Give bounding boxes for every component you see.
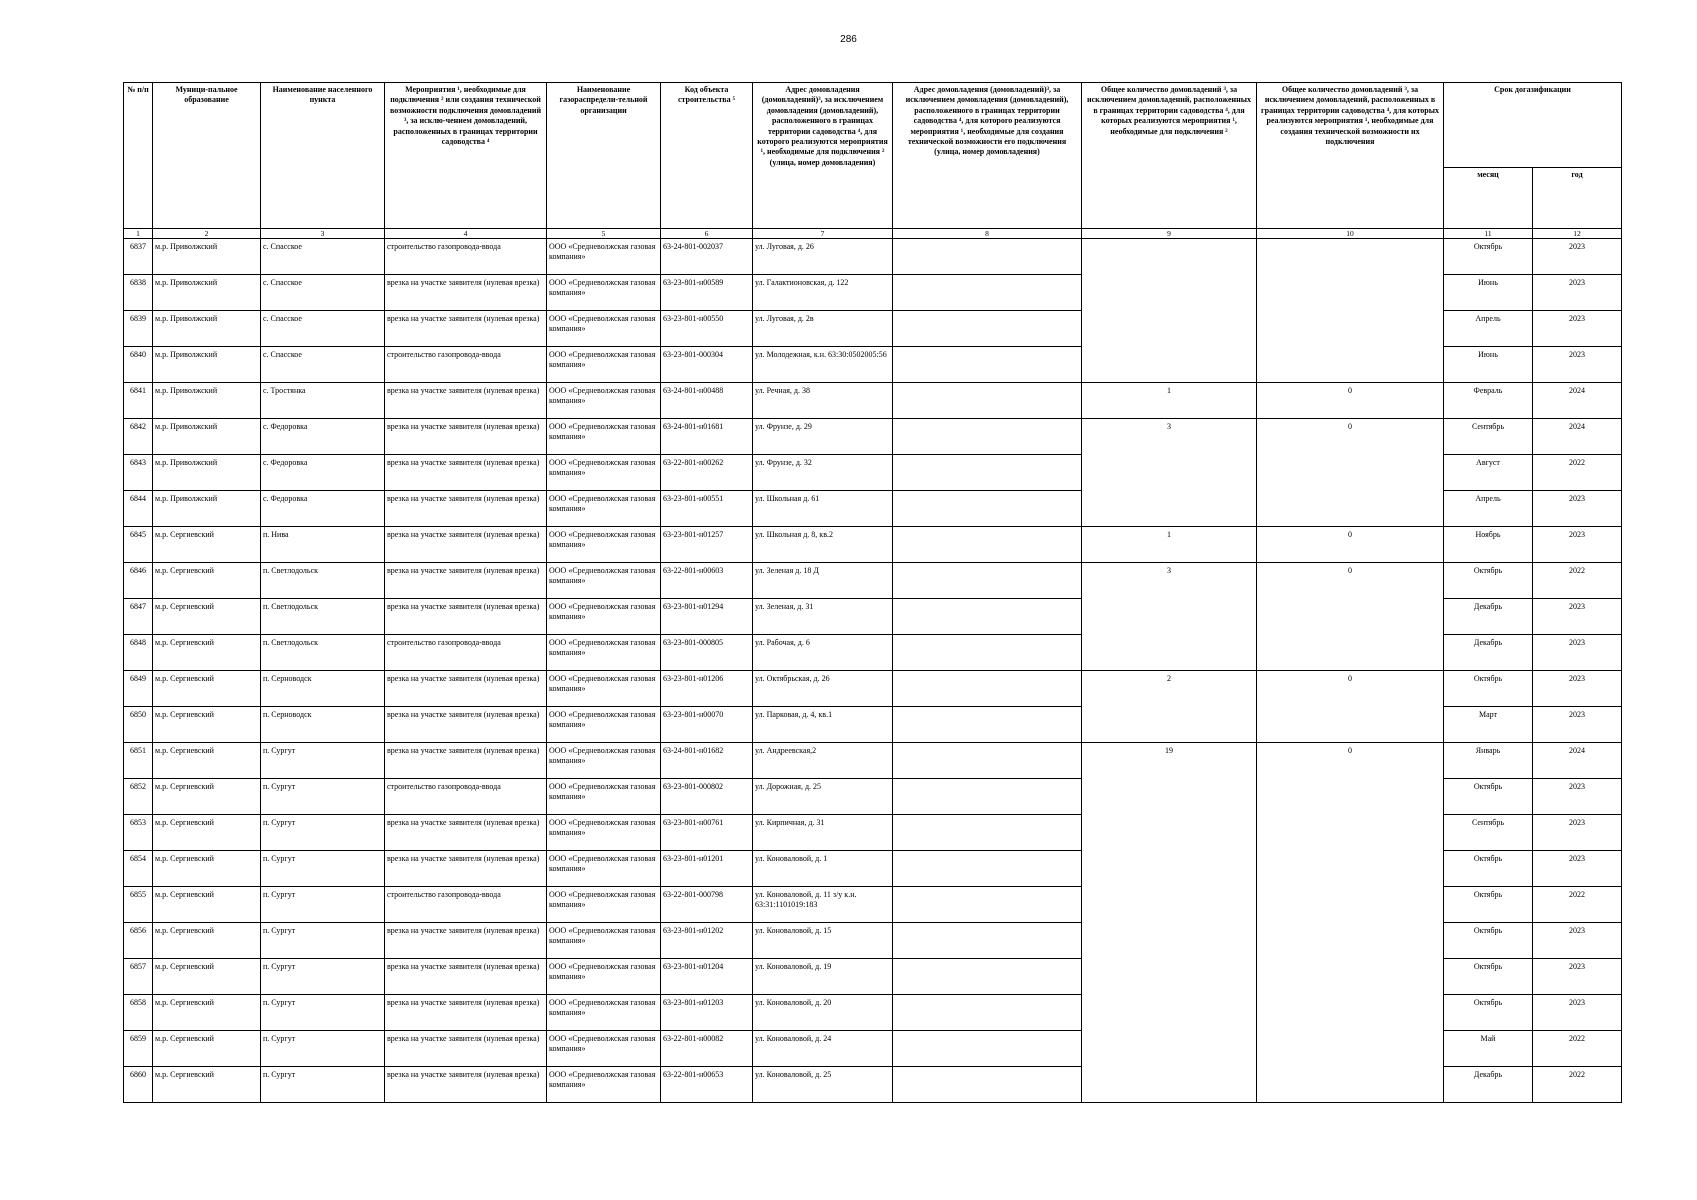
count-tech-cell: 0 [1257,743,1444,1103]
table-row [124,743,1622,779]
header-address-connection: Адрес домовладения (домовладений)³, за исключением домовладения (домовладений), расположенного в границах территории садоводства ⁴, для которого реализуются мероприятия ¹, необходимые для подключения ² (улица, номер домовладения) [753,83,893,229]
object-code-cell: 63-23-801-н01204 [661,959,753,995]
settlement-cell: п. Сургут [261,995,385,1031]
address-tech-cell [893,455,1082,491]
address-tech-cell [893,959,1082,995]
settlement-cell: с. Спасское [261,311,385,347]
municipality-cell: м.р. Сергиевский [153,707,261,743]
header-deadline: Срок догазификации [1444,83,1622,168]
year-cell: 2023 [1533,959,1622,995]
settlement-cell: п. Серноводск [261,671,385,707]
object-code-cell: 63-23-801-н00551 [661,491,753,527]
object-code-cell: 63-23-801-н01203 [661,995,753,1031]
organization-cell: ООО «Средневолжская газовая компания» [547,491,661,527]
address-tech-cell [893,923,1082,959]
address-tech-cell [893,707,1082,743]
settlement-cell: п. Сургут [261,779,385,815]
municipality-cell: м.р. Сергиевский [153,527,261,563]
address-cell: ул. Коноваловой, д. 11 з/у к.н. 63:31:1101019:183 [753,887,893,923]
row-number-cell: 6848 [124,635,153,671]
address-tech-cell [893,887,1082,923]
row-number-cell: 6860 [124,1067,153,1103]
organization-cell: ООО «Средневолжская газовая компания» [547,527,661,563]
year-cell: 2023 [1533,527,1622,563]
address-cell: ул. Рабочая, д. 6 [753,635,893,671]
address-cell: ул. Зеленая д. 18 Д [753,563,893,599]
column-number: 12 [1533,229,1622,239]
column-number: 4 [385,229,547,239]
event-cell: строительство газопровода-ввода [385,887,547,923]
address-tech-cell [893,635,1082,671]
address-tech-cell [893,563,1082,599]
month-cell: Апрель [1444,491,1533,527]
address-tech-cell [893,347,1082,383]
month-cell: Октябрь [1444,239,1533,275]
organization-cell: ООО «Средневолжская газовая компания» [547,959,661,995]
organization-cell: ООО «Средневолжская газовая компания» [547,599,661,635]
year-cell: 2023 [1533,635,1622,671]
address-tech-cell [893,599,1082,635]
object-code-cell: 63-24-801-002037 [661,239,753,275]
row-number-cell: 6837 [124,239,153,275]
municipality-cell: м.р. Приволжский [153,419,261,455]
event-cell: строительство газопровода-ввода [385,239,547,275]
address-tech-cell [893,743,1082,779]
row-number-cell: 6858 [124,995,153,1031]
row-number-cell: 6853 [124,815,153,851]
settlement-cell: с. Спасское [261,239,385,275]
address-tech-cell [893,995,1082,1031]
address-cell: ул. Дорожная, д. 25 [753,779,893,815]
header-count-connection: Общее количество домовладений ³, за исключением домовладений, расположенных в границах территории садоводства ⁴, для которых реализуются мероприятия ¹, необходимые для подключения ² [1082,83,1257,229]
settlement-cell: п. Светлодольск [261,599,385,635]
address-tech-cell [893,275,1082,311]
row-number-cell: 6841 [124,383,153,419]
settlement-cell: п. Сургут [261,743,385,779]
event-cell: врезка на участке заявителя (нулевая врезка) [385,1031,547,1067]
column-number: 7 [753,229,893,239]
event-cell: врезка на участке заявителя (нулевая врезка) [385,923,547,959]
organization-cell: ООО «Средневолжская газовая компания» [547,275,661,311]
organization-cell: ООО «Средневолжская газовая компания» [547,1031,661,1067]
count-tech-cell: 0 [1257,563,1444,671]
address-cell: ул. Луговая, д. 26 [753,239,893,275]
month-cell: Октябрь [1444,779,1533,815]
header-municipality: Муници-пальное образование [153,83,261,229]
row-number-cell: 6859 [124,1031,153,1067]
row-number-cell: 6847 [124,599,153,635]
address-tech-cell [893,491,1082,527]
row-number-cell: 6843 [124,455,153,491]
municipality-cell: м.р. Сергиевский [153,671,261,707]
organization-cell: ООО «Средневолжская газовая компания» [547,743,661,779]
settlement-cell: п. Сургут [261,1031,385,1067]
address-tech-cell [893,1031,1082,1067]
year-cell: 2023 [1533,347,1622,383]
address-cell: ул. Школьная д. 61 [753,491,893,527]
count-connection-cell: 3 [1082,563,1257,671]
address-cell: ул. Коноваловой, д. 24 [753,1031,893,1067]
count-connection-cell [1082,239,1257,383]
object-code-cell: 63-23-801-н01294 [661,599,753,635]
month-cell: Октябрь [1444,563,1533,599]
settlement-cell: п. Сургут [261,815,385,851]
object-code-cell: 63-23-801-000805 [661,635,753,671]
object-code-cell: 63-23-801-н01257 [661,527,753,563]
address-tech-cell [893,815,1082,851]
row-number-cell: 6850 [124,707,153,743]
header-address-tech: Адрес домовладения (домовладений)³, за исключением домовладения (домовладений), расположенного в границах территории садоводства ⁴, для которого реализуются мероприятия ¹, необходимые для создания технической возможности его подключения (улица, номер домовладения) [893,83,1082,229]
month-cell: Декабрь [1444,599,1533,635]
municipality-cell: м.р. Сергиевский [153,923,261,959]
address-cell: ул. Октябрьская, д. 26 [753,671,893,707]
month-cell: Сентябрь [1444,815,1533,851]
count-tech-cell: 0 [1257,671,1444,743]
municipality-cell: м.р. Сергиевский [153,635,261,671]
organization-cell: ООО «Средневолжская газовая компания» [547,851,661,887]
table-row [124,239,1622,275]
year-cell: 2023 [1533,779,1622,815]
month-cell: Июнь [1444,275,1533,311]
object-code-cell: 63-22-801-000798 [661,887,753,923]
row-number-cell: 6845 [124,527,153,563]
header-number: № п/п [124,83,153,229]
year-cell: 2023 [1533,239,1622,275]
address-cell: ул. Коноваловой, д. 1 [753,851,893,887]
object-code-cell: 63-22-801-н00603 [661,563,753,599]
municipality-cell: м.р. Сергиевский [153,599,261,635]
address-cell: ул. Коноваловой, д. 19 [753,959,893,995]
year-cell: 2023 [1533,599,1622,635]
settlement-cell: п. Сургут [261,887,385,923]
settlement-cell: с. Федоровка [261,419,385,455]
address-tech-cell [893,671,1082,707]
organization-cell: ООО «Средневолжская газовая компания» [547,995,661,1031]
organization-cell: ООО «Средневолжская газовая компания» [547,923,661,959]
event-cell: врезка на участке заявителя (нулевая врезка) [385,815,547,851]
column-number: 9 [1082,229,1257,239]
address-cell: ул. Парковая, д. 4, кв.1 [753,707,893,743]
month-cell: Декабрь [1444,635,1533,671]
address-cell: ул. Галактионовская, д. 122 [753,275,893,311]
header-year: год [1533,168,1622,229]
month-cell: Апрель [1444,311,1533,347]
event-cell: врезка на участке заявителя (нулевая врезка) [385,995,547,1031]
year-cell: 2023 [1533,923,1622,959]
settlement-cell: с. Спасское [261,275,385,311]
address-tech-cell [893,851,1082,887]
address-tech-cell [893,419,1082,455]
column-numbers-row [124,229,1622,239]
gasification-table [123,82,1622,1103]
event-cell: врезка на участке заявителя (нулевая врезка) [385,1067,547,1103]
row-number-cell: 6854 [124,851,153,887]
row-number-cell: 6846 [124,563,153,599]
address-cell: ул. Коноваловой, д. 15 [753,923,893,959]
column-number: 6 [661,229,753,239]
event-cell: врезка на участке заявителя (нулевая врезка) [385,707,547,743]
address-cell: ул. Речная, д. 38 [753,383,893,419]
organization-cell: ООО «Средневолжская газовая компания» [547,347,661,383]
year-cell: 2022 [1533,455,1622,491]
object-code-cell: 63-23-801-н00761 [661,815,753,851]
settlement-cell: п. Светлодольск [261,635,385,671]
year-cell: 2024 [1533,743,1622,779]
event-cell: врезка на участке заявителя (нулевая врезка) [385,599,547,635]
organization-cell: ООО «Средневолжская газовая компания» [547,239,661,275]
count-tech-cell [1257,239,1444,383]
address-tech-cell [893,527,1082,563]
object-code-cell: 63-24-801-н00488 [661,383,753,419]
organization-cell: ООО «Средневолжская газовая компания» [547,1067,661,1103]
address-cell: ул. Кирпичная, д. 31 [753,815,893,851]
count-connection-cell: 2 [1082,671,1257,743]
year-cell: 2023 [1533,815,1622,851]
address-tech-cell [893,779,1082,815]
event-cell: врезка на участке заявителя (нулевая врезка) [385,527,547,563]
event-cell: врезка на участке заявителя (нулевая врезка) [385,959,547,995]
row-number-cell: 6856 [124,923,153,959]
column-number: 11 [1444,229,1533,239]
organization-cell: ООО «Средневолжская газовая компания» [547,455,661,491]
row-number-cell: 6852 [124,779,153,815]
organization-cell: ООО «Средневолжская газовая компания» [547,779,661,815]
table-row [124,671,1622,707]
row-number-cell: 6842 [124,419,153,455]
settlement-cell: п. Серноводск [261,707,385,743]
event-cell: врезка на участке заявителя (нулевая врезка) [385,671,547,707]
settlement-cell: с. Федоровка [261,491,385,527]
settlement-cell: п. Сургут [261,1067,385,1103]
row-number-cell: 6839 [124,311,153,347]
table-header [124,83,1622,239]
object-code-cell: 63-23-801-000802 [661,779,753,815]
row-number-cell: 6855 [124,887,153,923]
object-code-cell: 63-23-801-н01201 [661,851,753,887]
settlement-cell: п. Сургут [261,959,385,995]
month-cell: Октябрь [1444,959,1533,995]
organization-cell: ООО «Средневолжская газовая компания» [547,887,661,923]
municipality-cell: м.р. Приволжский [153,491,261,527]
organization-cell: ООО «Средневолжская газовая компания» [547,563,661,599]
row-number-cell: 6840 [124,347,153,383]
address-cell: ул. Коноваловой, д. 25 [753,1067,893,1103]
organization-cell: ООО «Средневолжская газовая компания» [547,815,661,851]
object-code-cell: 63-23-801-н00589 [661,275,753,311]
object-code-cell: 63-23-801-н00070 [661,707,753,743]
month-cell: Январь [1444,743,1533,779]
address-cell: ул. Молодежная, к.н. 63:30:0502005:56 [753,347,893,383]
table-row [124,419,1622,455]
row-number-cell: 6849 [124,671,153,707]
municipality-cell: м.р. Сергиевский [153,563,261,599]
month-cell: Март [1444,707,1533,743]
organization-cell: ООО «Средневолжская газовая компания» [547,419,661,455]
count-connection-cell: 3 [1082,419,1257,527]
month-cell: Июнь [1444,347,1533,383]
event-cell: врезка на участке заявителя (нулевая врезка) [385,455,547,491]
organization-cell: ООО «Средневолжская газовая компания» [547,635,661,671]
municipality-cell: м.р. Приволжский [153,239,261,275]
settlement-cell: с. Федоровка [261,455,385,491]
organization-cell: ООО «Средневолжская газовая компания» [547,671,661,707]
municipality-cell: м.р. Сергиевский [153,815,261,851]
year-cell: 2023 [1533,995,1622,1031]
municipality-cell: м.р. Сергиевский [153,995,261,1031]
count-connection-cell: 19 [1082,743,1257,1103]
year-cell: 2024 [1533,419,1622,455]
month-cell: Ноябрь [1444,527,1533,563]
column-number: 5 [547,229,661,239]
month-cell: Февраль [1444,383,1533,419]
object-code-cell: 63-23-801-н01206 [661,671,753,707]
organization-cell: ООО «Средневолжская газовая компания» [547,311,661,347]
table-body [124,239,1622,1103]
address-cell: ул. Зеленая, д. 31 [753,599,893,635]
municipality-cell: м.р. Сергиевский [153,1067,261,1103]
settlement-cell: с. Тростянка [261,383,385,419]
header-object-code: Код объекта строительства ⁵ [661,83,753,229]
year-cell: 2023 [1533,671,1622,707]
row-number-cell: 6838 [124,275,153,311]
settlement-cell: п. Светлодольск [261,563,385,599]
address-cell: ул. Фрунзе, д. 32 [753,455,893,491]
header-settlement: Наименование населенного пункта [261,83,385,229]
settlement-cell: п. Нива [261,527,385,563]
municipality-cell: м.р. Сергиевский [153,743,261,779]
address-tech-cell [893,1067,1082,1103]
municipality-cell: м.р. Приволжский [153,311,261,347]
event-cell: врезка на участке заявителя (нулевая врезка) [385,419,547,455]
count-tech-cell: 0 [1257,419,1444,527]
settlement-cell: п. Сургут [261,923,385,959]
address-tech-cell [893,311,1082,347]
organization-cell: ООО «Средневолжская газовая компания» [547,707,661,743]
year-cell: 2023 [1533,275,1622,311]
object-code-cell: 63-22-801-н00082 [661,1031,753,1067]
address-cell: ул. Андреевская,2 [753,743,893,779]
municipality-cell: м.р. Приволжский [153,383,261,419]
column-number: 1 [124,229,153,239]
object-code-cell: 63-23-801-000304 [661,347,753,383]
header-events: Мероприятия ¹, необходимые для подключения ² или создания технической возможности подключения домовладений ³, за исклю-чением домовладений, расположенных в границах территории садоводства ⁴ [385,83,547,229]
table-row [124,383,1622,419]
month-cell: Май [1444,1031,1533,1067]
object-code-cell: 63-24-801-н01682 [661,743,753,779]
event-cell: строительство газопровода-ввода [385,779,547,815]
column-number: 8 [893,229,1082,239]
event-cell: врезка на участке заявителя (нулевая врезка) [385,851,547,887]
event-cell: врезка на участке заявителя (нулевая врезка) [385,563,547,599]
month-cell: Август [1444,455,1533,491]
municipality-cell: м.р. Сергиевский [153,779,261,815]
year-cell: 2022 [1533,1067,1622,1103]
count-connection-cell: 1 [1082,527,1257,563]
column-number: 2 [153,229,261,239]
year-cell: 2022 [1533,887,1622,923]
municipality-cell: м.р. Приволжский [153,455,261,491]
settlement-cell: с. Спасское [261,347,385,383]
row-number-cell: 6857 [124,959,153,995]
table-row [124,563,1622,599]
municipality-cell: м.р. Сергиевский [153,851,261,887]
count-tech-cell: 0 [1257,527,1444,563]
event-cell: врезка на участке заявителя (нулевая врезка) [385,311,547,347]
month-cell: Сентябрь [1444,419,1533,455]
year-cell: 2023 [1533,311,1622,347]
event-cell: врезка на участке заявителя (нулевая врезка) [385,743,547,779]
header-month: месяц [1444,168,1533,229]
row-number-cell: 6851 [124,743,153,779]
table-row [124,527,1622,563]
year-cell: 2023 [1533,491,1622,527]
organization-cell: ООО «Средневолжская газовая компания» [547,383,661,419]
address-cell: ул. Коноваловой, д. 20 [753,995,893,1031]
object-code-cell: 63-22-801-н00653 [661,1067,753,1103]
year-cell: 2022 [1533,563,1622,599]
event-cell: строительство газопровода-ввода [385,635,547,671]
page-number: 286 [840,34,857,45]
object-code-cell: 63-23-801-н00550 [661,311,753,347]
month-cell: Октябрь [1444,887,1533,923]
year-cell: 2023 [1533,707,1622,743]
year-cell: 2024 [1533,383,1622,419]
month-cell: Октябрь [1444,671,1533,707]
column-number: 3 [261,229,385,239]
event-cell: врезка на участке заявителя (нулевая врезка) [385,275,547,311]
address-cell: ул. Фрунзе, д. 29 [753,419,893,455]
column-number: 10 [1257,229,1444,239]
address-cell: ул. Школьная д. 8, кв.2 [753,527,893,563]
row-number-cell: 6844 [124,491,153,527]
municipality-cell: м.р. Сергиевский [153,959,261,995]
municipality-cell: м.р. Сергиевский [153,887,261,923]
object-code-cell: 63-22-801-н00262 [661,455,753,491]
event-cell: врезка на участке заявителя (нулевая врезка) [385,383,547,419]
object-code-cell: 63-24-801-н01681 [661,419,753,455]
municipality-cell: м.р. Сергиевский [153,1031,261,1067]
count-tech-cell: 0 [1257,383,1444,419]
header-count-tech: Общее количество домовладений ³, за исключением домовладений, расположенных в границах территории садоводства ⁴, для которых реализуются мероприятия ¹, необходимые для создания технической возможности их подключения [1257,83,1444,229]
municipality-cell: м.р. Приволжский [153,347,261,383]
address-tech-cell [893,383,1082,419]
address-cell: ул. Луговая, д. 2в [753,311,893,347]
object-code-cell: 63-23-801-н01202 [661,923,753,959]
event-cell: строительство газопровода-ввода [385,347,547,383]
settlement-cell: п. Сургут [261,851,385,887]
month-cell: Октябрь [1444,995,1533,1031]
header-organization: Наименование газораспредели-тельной организации [547,83,661,229]
event-cell: врезка на участке заявителя (нулевая врезка) [385,491,547,527]
municipality-cell: м.р. Приволжский [153,275,261,311]
year-cell: 2023 [1533,851,1622,887]
month-cell: Декабрь [1444,1067,1533,1103]
month-cell: Октябрь [1444,851,1533,887]
count-connection-cell: 1 [1082,383,1257,419]
month-cell: Октябрь [1444,923,1533,959]
address-tech-cell [893,239,1082,275]
year-cell: 2022 [1533,1031,1622,1067]
